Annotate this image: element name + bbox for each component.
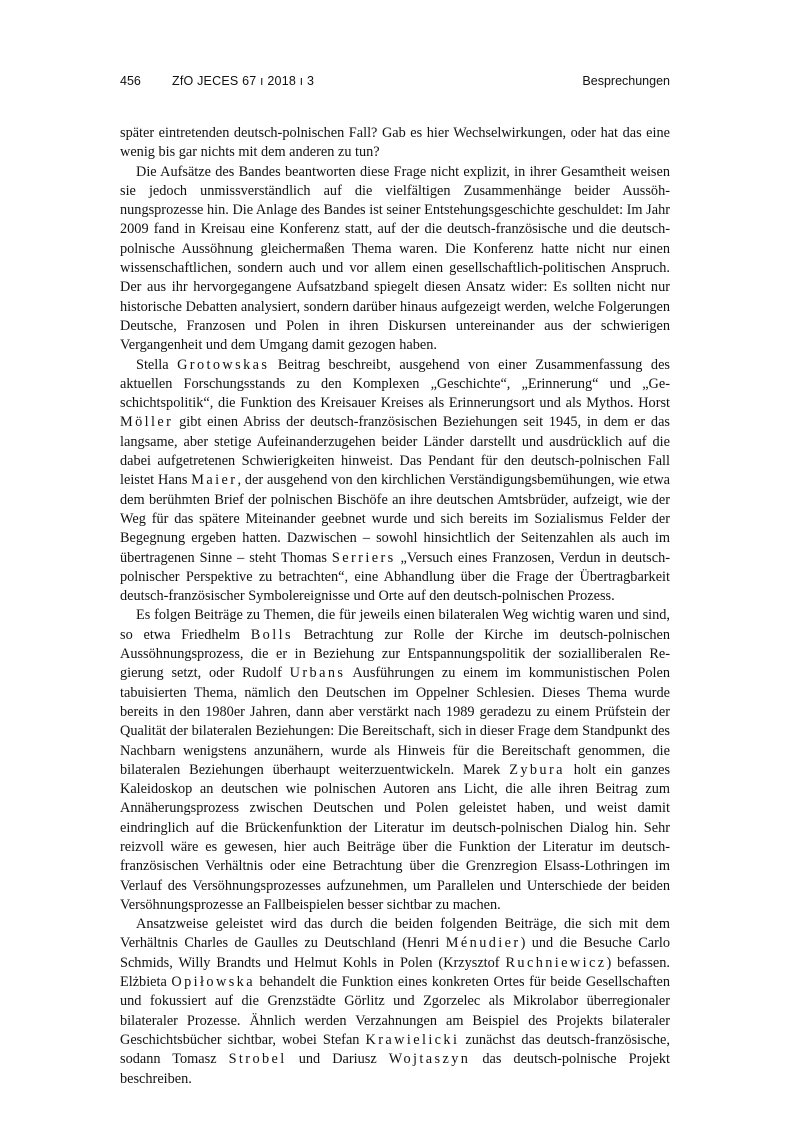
text-run: Betrachtung zur Rolle der Kirche im deutsch-polnischen Aussöhnungsprozess, die er in Beziehung zur Entspannungspolitik der sozialliberalen Regierung setzt, oder Rudolf bbox=[120, 626, 670, 682]
text-run: Es folgen Beiträge zu Themen, die für jeweils einen bilateralen Weg wichtig waren und sind, so etwa Friedhelm bbox=[120, 607, 670, 643]
text-run: , der ausgehend von den kirchlichen Verständigungsbemühungen, wie etwa dem berühmten Brief der polnischen Bischöfe an ihre deutschen Amtsbrüder, aufzeigt, wie der Weg für das spätere Miteinander geebnet wurde und sich bereits im Sozialismus Felder der Begegnung ergeben hatten. Dazwischen – sowohl hinsichtlich der Seitenzahlen als auch im übertragenen Sinne – steht Thomas bbox=[120, 472, 670, 566]
text-run: behandelt die Funktion eines konkreten Ortes für beide Gesellschaften und fokussiert auf die Grenzstädte Görlitz und Zgorzelec als Mikrolabor überregionaler bilateraler Prozesse. Ähnlich werden Verzahnungen am Beispiel des Projekts bilateraler Geschichtsbücher sichtbar, wobei Stefan bbox=[120, 974, 670, 1048]
author-name: Opiłowska bbox=[171, 974, 255, 991]
text-run: Stella bbox=[136, 356, 178, 373]
text-run: Beitrag beschreibt, ausgehend von einer Zusammenfassung des aktuellen Forschungsstands zu den Komplexen „Geschichte“, „Erinnerung“ und „Geschichtspolitik“, die Funktion des Kreisauer Kreises als Erinnerungsort und als Mythos. Horst bbox=[120, 356, 670, 412]
author-name: Bolls bbox=[250, 626, 293, 643]
review-body bbox=[120, 124, 670, 1089]
text-run: zunächst das deutsch-französische, sodann Tomasz bbox=[120, 1031, 670, 1068]
text-run: „Versuch eines Franzosen, Verdun in deutsch-polnischer Perspektive zu betrachten“, eine Abhandlung über die Frage der Übertragbarkeit deutsch-französischer Symbolereignisse und Orte auf den deutsch-polnischen Prozess. bbox=[120, 549, 670, 605]
author-name: Serriers bbox=[331, 549, 396, 566]
page-number: 456 bbox=[120, 74, 141, 88]
paragraph bbox=[120, 163, 670, 356]
author-name: Zybura bbox=[509, 761, 565, 778]
text-run: Die Aufsätze des Bandes beantworten diese Frage nicht explizit, in ihrer Gesamtheit weisen sie jedoch unmissverständlich auf die vielfältigen Zusammenhänge beider Aussöhnungsprozesse hin. Die Anlage des Bandes ist seiner Entstehungsgeschichte geschuldet: Im Jahr 2009 fand in Kreisau eine Konferenz statt, auf der die deutsch-französische und die deutsch-polnische Aussöhnung gleichermaßen Thema waren. Die Konferenz hatte nicht nur einen wissenschaftlichen, sondern auch und vor allem einen gesellschaftlich-politischen Anspruch. Der aus ihr hervorgegangene Aufsatzband spiegelt diesen Ansatz wider: Es sollten nicht nur historische Debatten analysiert, sondern darüber hinaus aufgezeigt werden, welche Folgerungen Deutsche, Franzosen und Polen in ihren Diskursen untereinander aus der schwierigen Vergangenheit und dem Umgang damit gezogen haben. bbox=[120, 163, 670, 354]
text-run: Ausführungen zu einem im kommunistischen Polen tabuisierten Thema, nämlich den Deutschen im Oppelner Schlesien. Dieses Thema wurde bereits in den 1980er Jahren, dann aber verstärkt nach 1989 geradezu zu einem Prüfstein der Qualität der bilateralen Beziehungen: Die Bereitschaft, sich in dieser Frage dem Standpunkt des Nachbarn wenigstens anzunähern, wurde als Hinweis für die Bereitschaft genommen, die bilateralen Beziehungen überhaupt weiterzuentwickeln. Marek bbox=[120, 665, 670, 778]
text-run: Ansatzweise geleistet wird das durch die beiden folgenden Beiträge, die sich mit dem Verhältnis Charles de Gaulles zu Deutschland (Henri bbox=[120, 916, 670, 952]
journal-citation: ZfO JECES 67 ı 2018 ı 3 bbox=[172, 74, 315, 88]
author-name: Wojtaszyn bbox=[388, 1051, 471, 1068]
text-run: gibt einen Abriss der deutsch-französischen Beziehungen seit 1945, in dem er das langsame, aber stetige Aufeinanderzugehen beider Länder darstellt und ausdrücklich auf die dabei aufgetretenen Schwierigkeiten hinweist. Das Pendant für den deutsch-polnischen Fall leistet Hans bbox=[120, 414, 670, 489]
author-name: Möller bbox=[120, 414, 174, 431]
author-name: Strobel bbox=[228, 1051, 287, 1068]
text-run: ) befassen. Elżbieta bbox=[120, 954, 670, 991]
text-run: holt ein ganzes Kaleidoskop an deutschen wie polnischen Autoren ans Licht, die alle ihren Beitrag zum Annäherungsprozess zwischen Deutschen und Polen geleistet haben, und weist damit eindringlich auf die Brückenfunktion der Literatur im deutsch-polnischen Dialog hin. Sehr reizvoll wäre es gewesen, hier auch Beiträge über die Funktion der Literatur im deutsch-französischen Verhältnis oder eine Betrachtung über die Grenzregion Elsass-Lothringen im Verlauf des Versöhnungsprozesses aufzunehmen, um Parallelen und Unterschiede der beiden Versöhnungsprozesse an Fallbeispielen besser sichtbar zu machen. bbox=[120, 761, 671, 913]
author-name: Urbans bbox=[289, 665, 346, 682]
author-name: Grotowskas bbox=[177, 356, 270, 373]
text-run: später eintretenden deutsch-polnischen Fall? Gab es hier Wechselwirkungen, oder hat das eine wenig bis gar nichts mit dem anderen zu tun? bbox=[120, 125, 670, 161]
running-header bbox=[120, 74, 670, 92]
author-name: Maier bbox=[191, 472, 238, 489]
author-name: Krawielicki bbox=[365, 1031, 460, 1048]
author-name: Ménudier bbox=[445, 935, 521, 952]
paragraph bbox=[120, 915, 670, 1089]
author-name: Ruchniewicz bbox=[505, 954, 607, 971]
paragraph bbox=[120, 606, 670, 915]
paragraph bbox=[120, 124, 670, 163]
text-run: und Dariusz bbox=[286, 1051, 389, 1068]
section-title: Besprechungen bbox=[582, 74, 670, 88]
text-run: ) und die Besuche Carlo Schmids, Willy Brandts und Helmut Kohls in Polen (Krzysztof bbox=[120, 935, 670, 971]
text-run: das deutsch-polnische Projekt beschreiben. bbox=[120, 1051, 670, 1087]
paragraph bbox=[120, 356, 670, 607]
